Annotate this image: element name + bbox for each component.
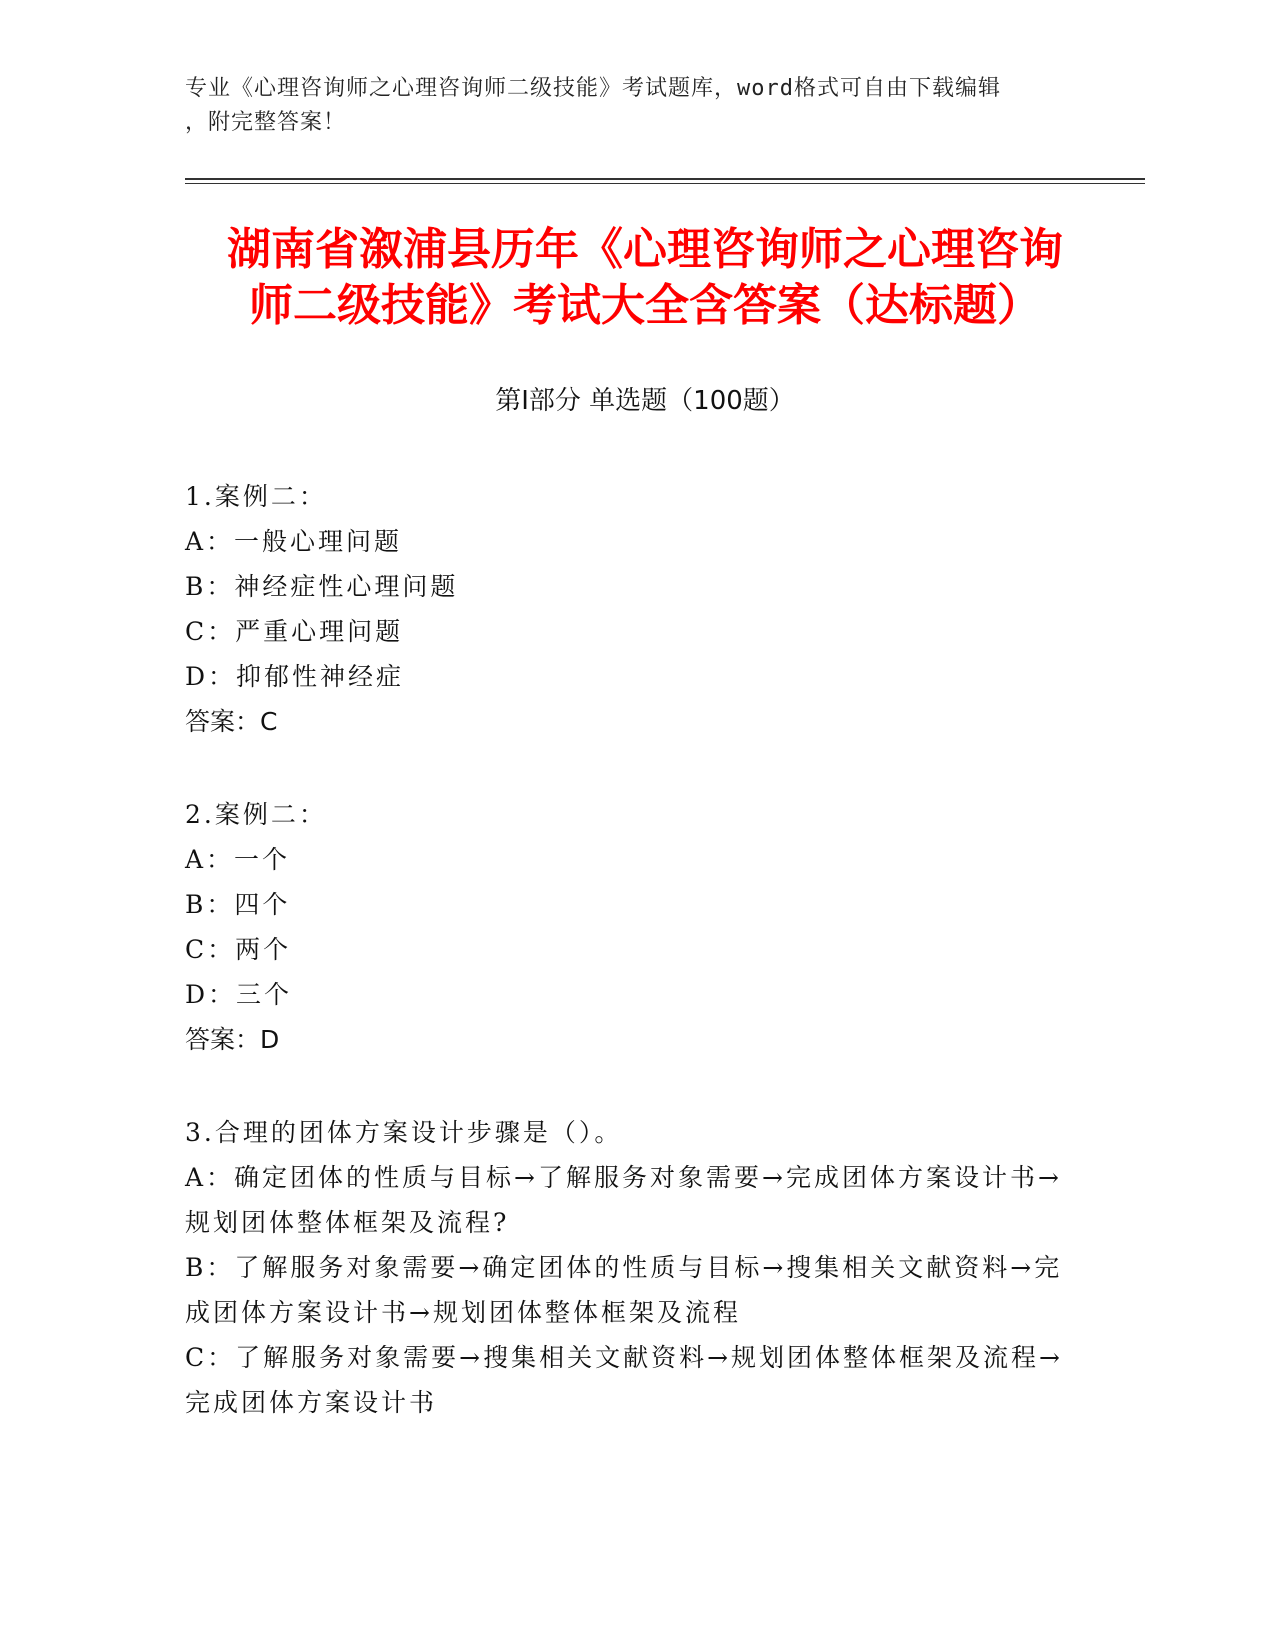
document-title xyxy=(185,222,1105,334)
answer-key: 答案：D xyxy=(185,1025,280,1054)
document-title-line-2: 师二级技能》考试大全含答案（达标题） xyxy=(249,280,1041,331)
header-divider xyxy=(185,178,1145,180)
document-title-line-1: 湖南省溆浦县历年《心理咨询师之心理咨询 xyxy=(227,224,1063,275)
section-heading: 第Ⅰ部分 单选题（100题） xyxy=(495,386,795,416)
option-b: B：神经症性心理问题 xyxy=(185,572,459,601)
option-d: D：三个 xyxy=(185,980,293,1009)
option-d: D：抑郁性神经症 xyxy=(185,662,405,691)
option-b: B：四个 xyxy=(185,890,291,919)
option-a: A：确定团体的性质与目标→了解服务对象需要→完成团体方案设计书→规划团体整体框架及流程? xyxy=(185,1163,1062,1237)
question-stem: 1.案例二： xyxy=(185,482,327,511)
option-b: B：了解服务对象需要→确定团体的性质与目标→搜集相关文献资料→完成团体方案设计书→规划团体整体框架及流程 xyxy=(185,1253,1063,1327)
answer-key: 答案：C xyxy=(185,707,278,736)
option-c: C：两个 xyxy=(185,935,292,964)
question-stem: 2.案例二： xyxy=(185,800,327,829)
option-a: A：一个 xyxy=(185,845,291,874)
question-block xyxy=(185,1110,1065,1425)
option-a: A：一般心理问题 xyxy=(185,527,403,556)
header-note-line-2: ，附完整答案！ xyxy=(185,110,347,135)
question-block xyxy=(185,792,1065,1062)
header-divider-thin xyxy=(185,183,1145,184)
header-note xyxy=(185,72,1065,140)
header-note-line-1: 专业《心理咨询师之心理咨询师二级技能》考试题库，word格式可自由下载编辑 xyxy=(185,76,1001,101)
question-stem: 3.合理的团体方案设计步骤是（）。 xyxy=(185,1118,623,1147)
option-c: C：了解服务对象需要→搜集相关文献资料→规划团体整体框架及流程→完成团体方案设计书 xyxy=(185,1343,1063,1417)
question-block xyxy=(185,474,1065,744)
option-c: C：严重心理问题 xyxy=(185,617,404,646)
